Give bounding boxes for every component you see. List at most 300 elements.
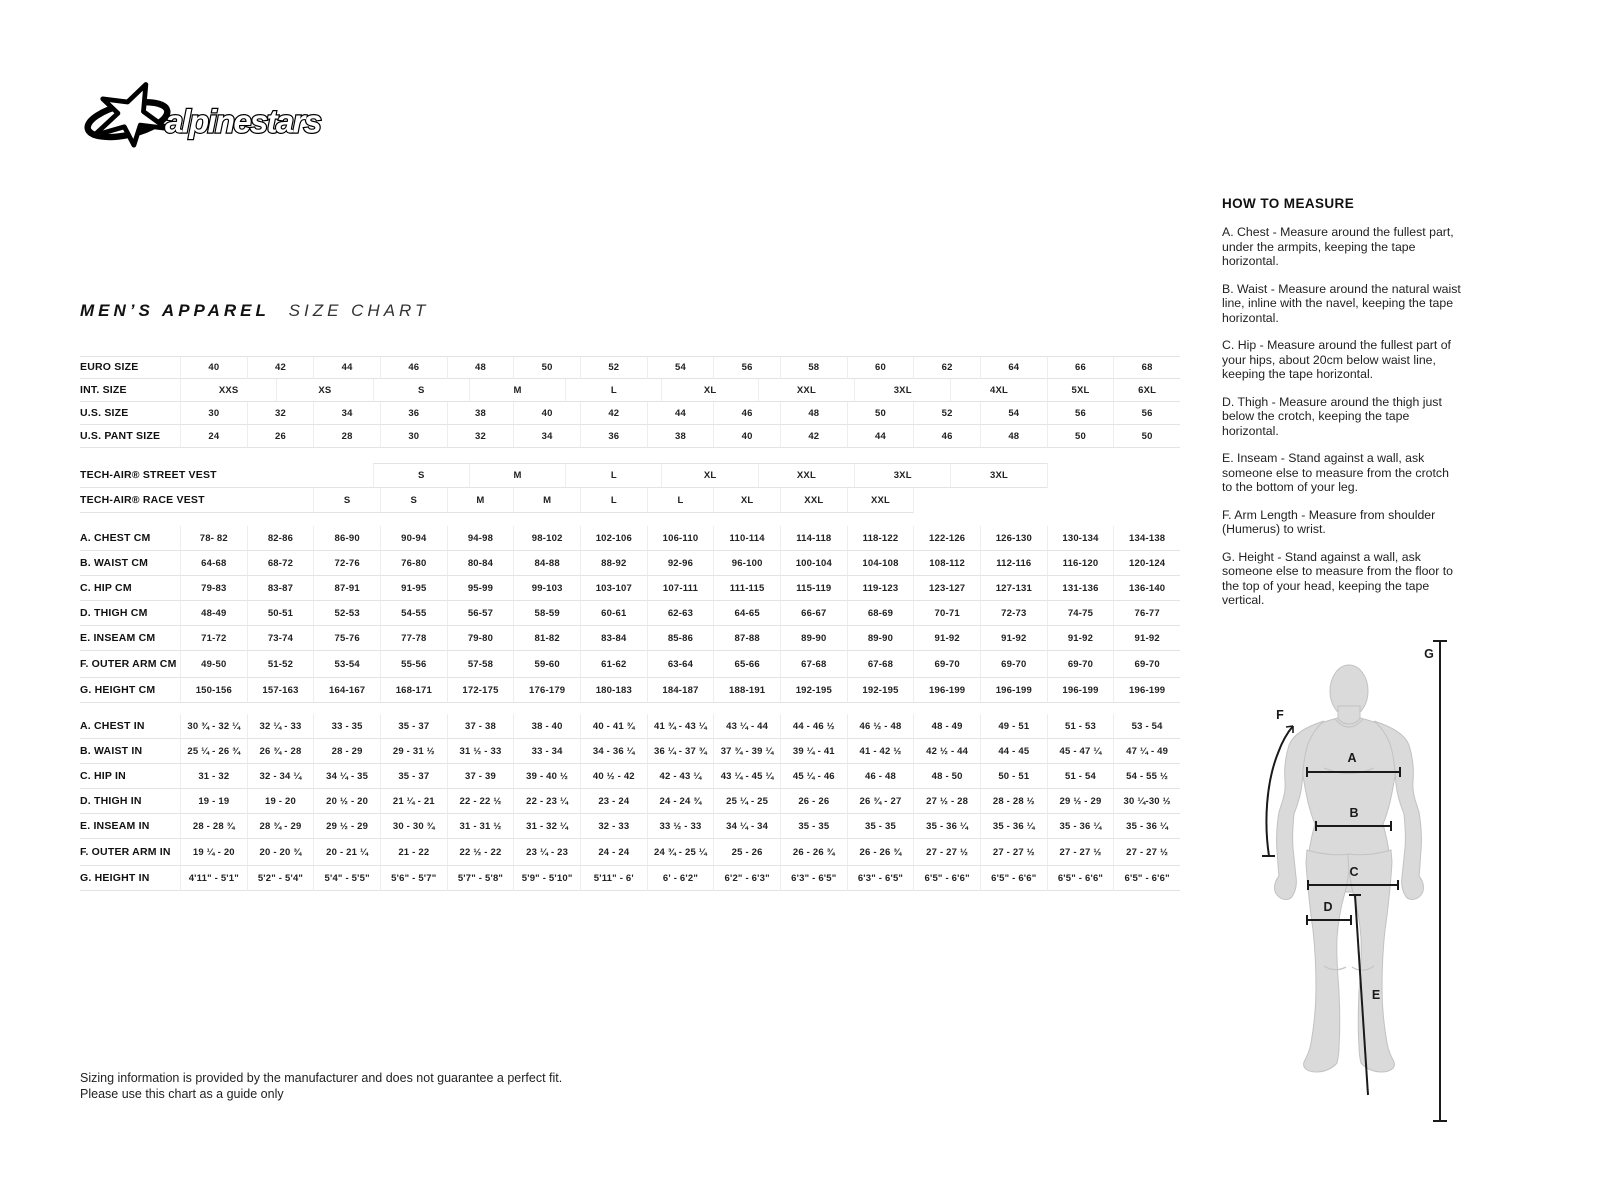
size-value-cell: 26	[247, 425, 314, 448]
size-value-cell: 83-87	[247, 576, 314, 601]
size-value-cell: 30 ¾ - 32 ¼	[180, 714, 247, 739]
size-value-cell: XL	[713, 488, 780, 513]
diagram-label-thigh: D	[1323, 900, 1333, 914]
size-value-cell: 40	[513, 402, 580, 425]
size-value-cell: 27 - 27 ½	[1113, 839, 1180, 866]
size-value-cell: 31 ½ - 33	[447, 739, 514, 764]
size-value-cell: 48	[980, 425, 1047, 448]
size-value-cell: 115-119	[780, 576, 847, 601]
size-value-cell: 25 ¼ - 25	[713, 789, 780, 814]
size-value-cell: 6'3" - 6'5"	[780, 866, 847, 891]
size-value-cell: 114-118	[780, 526, 847, 551]
size-table-row	[80, 402, 1180, 425]
size-value-cell: 3XL	[854, 379, 950, 402]
size-row-label: E. INSEAM IN	[80, 814, 180, 839]
size-value-cell: 40 - 41 ¾	[580, 714, 647, 739]
size-value-cell: 70-71	[913, 601, 980, 626]
size-value-cell: 50	[1047, 425, 1114, 448]
how-to-measure-heading: HOW TO MEASURE	[1222, 196, 1355, 211]
size-row-label: F. OUTER ARM CM	[80, 651, 180, 678]
size-table-row	[80, 651, 1180, 678]
size-value-cell: 34 - 36 ¼	[580, 739, 647, 764]
size-value-cell: 172-175	[447, 678, 514, 703]
size-value-cell: 6'5" - 6'6"	[980, 866, 1047, 891]
size-value-cell: XXS	[180, 379, 276, 402]
size-value-cell: 48 - 50	[913, 764, 980, 789]
size-value-cell: 47 ¼ - 49	[1113, 739, 1180, 764]
size-value-cell: 21 - 22	[380, 839, 447, 866]
size-value-cell: 48 - 49	[913, 714, 980, 739]
size-value-cell: 52	[580, 356, 647, 379]
size-value-cell: 36 ¼ - 37 ¾	[647, 739, 714, 764]
size-table-row	[80, 379, 1180, 402]
size-value-cell: 38	[447, 402, 514, 425]
size-value-cell: 164-167	[313, 678, 380, 703]
size-value-cell: 130-134	[1047, 526, 1114, 551]
size-value-cell: 29 ½ - 29	[1047, 789, 1114, 814]
size-table	[80, 356, 1180, 891]
size-value-cell: 51 - 53	[1047, 714, 1114, 739]
size-value-cell: 111-115	[713, 576, 780, 601]
size-value-cell: 19 - 20	[247, 789, 314, 814]
diagram-label-hip: C	[1349, 865, 1359, 879]
size-value-cell: 188-191	[713, 678, 780, 703]
size-row-label: B. WAIST IN	[80, 739, 180, 764]
size-value-cell: 50	[1113, 425, 1180, 448]
size-value-cell: 87-88	[713, 626, 780, 651]
size-table-row	[80, 678, 1180, 703]
size-value-cell: 69-70	[913, 651, 980, 678]
size-value-cell: 157-163	[247, 678, 314, 703]
size-value-cell: 73-74	[247, 626, 314, 651]
size-value-cell: 74-75	[1047, 601, 1114, 626]
size-value-cell: M	[469, 463, 565, 488]
size-value-cell: XXL	[758, 463, 854, 488]
size-value-cell: 32 - 33	[580, 814, 647, 839]
size-value-cell: 28 - 28 ½	[980, 789, 1047, 814]
size-value-cell: 96-100	[713, 551, 780, 576]
size-value-cell: 192-195	[780, 678, 847, 703]
size-value-cell: 126-130	[980, 526, 1047, 551]
size-value-cell: 119-123	[847, 576, 914, 601]
size-value-cell: 6'3" - 6'5"	[847, 866, 914, 891]
size-value-cell: 44	[647, 402, 714, 425]
size-value-cell: 38 - 40	[513, 714, 580, 739]
size-value-cell: 49 - 51	[980, 714, 1047, 739]
size-value-cell: 69-70	[980, 651, 1047, 678]
size-value-cell: 41 ¾ - 43 ¼	[647, 714, 714, 739]
size-value-cell: 28 - 29	[313, 739, 380, 764]
size-value-cell: 60-61	[580, 601, 647, 626]
size-value-cell: 30 ¼-30 ½	[1113, 789, 1180, 814]
size-value-cell: 56	[1113, 402, 1180, 425]
size-table-row	[80, 789, 1180, 814]
size-value-cell: 43 ¼ - 44	[713, 714, 780, 739]
size-value-cell: 134-138	[1113, 526, 1180, 551]
size-row-label: F. OUTER ARM IN	[80, 839, 180, 866]
size-value-cell: 3XL	[950, 463, 1046, 488]
size-row-label: G. HEIGHT IN	[80, 866, 180, 891]
size-value-cell: 42	[780, 425, 847, 448]
footer-disclaimer	[80, 1070, 562, 1103]
size-value-cell: S	[373, 463, 469, 488]
size-value-cell: 34 ¼ - 34	[713, 814, 780, 839]
size-value-cell: 68-69	[847, 601, 914, 626]
logo-wordmark: alpinestars	[165, 102, 321, 140]
how-to-measure-item: C. Hip - Measure around the fullest part of your hips, about 20cm below waist line, keeping the tape horizontal.	[1222, 338, 1451, 381]
size-value-cell: 59-60	[513, 651, 580, 678]
size-value-cell: 32	[447, 425, 514, 448]
size-value-cell: 68	[1113, 356, 1180, 379]
size-value-cell: 176-179	[513, 678, 580, 703]
size-value-cell: 136-140	[1113, 576, 1180, 601]
size-value-cell: 196-199	[1047, 678, 1114, 703]
size-value-cell: 55-56	[380, 651, 447, 678]
size-value-cell: 66	[1047, 356, 1114, 379]
size-value-cell: 24	[180, 425, 247, 448]
size-value-cell: 19 ¼ - 20	[180, 839, 247, 866]
size-value-cell: 83-84	[580, 626, 647, 651]
size-value-cell: 48	[447, 356, 514, 379]
size-table-row	[80, 526, 1180, 551]
size-value-cell: 76-77	[1113, 601, 1180, 626]
alpinestars-logo	[82, 78, 347, 163]
size-row-label: U.S. SIZE	[80, 402, 180, 425]
size-value-cell: 64-65	[713, 601, 780, 626]
size-value-cell: L	[565, 463, 661, 488]
size-value-cell: 67-68	[847, 651, 914, 678]
size-value-cell: 22 - 23 ¼	[513, 789, 580, 814]
size-row-label: TECH-AIR® RACE VEST	[80, 488, 180, 513]
size-table-row	[80, 551, 1180, 576]
size-value-cell: 92-96	[647, 551, 714, 576]
size-value-cell: 62	[913, 356, 980, 379]
size-row-label: C. HIP IN	[80, 764, 180, 789]
size-row-label: A. CHEST CM	[80, 526, 180, 551]
diagram-label-height: G	[1424, 647, 1434, 661]
size-value-cell: 26 - 26 ¾	[780, 839, 847, 866]
page-title-primary: MEN’S APPAREL	[80, 301, 270, 320]
size-value-cell: 196-199	[980, 678, 1047, 703]
size-value-cell: 44	[313, 356, 380, 379]
size-value-cell: 82-86	[247, 526, 314, 551]
size-value-cell: 33 - 35	[313, 714, 380, 739]
size-row-label: U.S. PANT SIZE	[80, 425, 180, 448]
size-value-cell: 107-111	[647, 576, 714, 601]
size-value-cell: 76-80	[380, 551, 447, 576]
size-value-cell: 31 - 32 ¼	[513, 814, 580, 839]
size-value-cell: 5'7" - 5'8"	[447, 866, 514, 891]
size-value-cell: 23 - 24	[580, 789, 647, 814]
size-value-cell: 100-104	[780, 551, 847, 576]
size-table-row	[80, 488, 1180, 513]
size-value-cell: 75-76	[313, 626, 380, 651]
size-value-cell: 91-92	[913, 626, 980, 651]
size-value-cell: 32 - 34 ¼	[247, 764, 314, 789]
size-value-cell: 4XL	[950, 379, 1046, 402]
footer-line-1: Sizing information is provided by the manufacturer and does not guarantee a perfect fit.	[80, 1071, 563, 1085]
size-value-cell: 122-126	[913, 526, 980, 551]
size-value-cell: 35 - 36 ¼	[1113, 814, 1180, 839]
size-value-cell: 72-76	[313, 551, 380, 576]
size-value-cell: 52-53	[313, 601, 380, 626]
size-value-cell: 33 - 34	[513, 739, 580, 764]
size-value-cell: 131-136	[1047, 576, 1114, 601]
size-value-cell: 180-183	[580, 678, 647, 703]
size-value-cell: 71-72	[180, 626, 247, 651]
size-value-cell: 67-68	[780, 651, 847, 678]
size-value-cell: 184-187	[647, 678, 714, 703]
size-table-row	[80, 601, 1180, 626]
size-value-cell: 95-99	[447, 576, 514, 601]
size-value-cell: 28 ¾ - 29	[247, 814, 314, 839]
size-row-label: E. INSEAM CM	[80, 626, 180, 651]
size-value-cell: 35 - 35	[847, 814, 914, 839]
size-value-cell: 23 ¼ - 23	[513, 839, 580, 866]
size-value-cell: 112-116	[980, 551, 1047, 576]
size-value-cell: 28	[313, 425, 380, 448]
how-to-measure-list	[1222, 225, 1462, 608]
size-value-cell: 81-82	[513, 626, 580, 651]
size-row-label: G. HEIGHT CM	[80, 678, 180, 703]
size-value-cell: 28 - 28 ¾	[180, 814, 247, 839]
size-value-cell: 5XL	[1047, 379, 1114, 402]
size-value-cell: 5'11" - 6'	[580, 866, 647, 891]
size-value-cell: 35 - 35	[780, 814, 847, 839]
size-value-cell: 43 ¼ - 45 ¼	[713, 764, 780, 789]
size-value-cell: XL	[661, 379, 757, 402]
size-value-cell: 91-92	[1047, 626, 1114, 651]
size-value-cell: 150-156	[180, 678, 247, 703]
size-value-cell: 24 - 24	[580, 839, 647, 866]
size-value-cell: 104-108	[847, 551, 914, 576]
size-value-cell: 66-67	[780, 601, 847, 626]
size-value-cell: 84-88	[513, 551, 580, 576]
size-value-cell: 44	[847, 425, 914, 448]
size-value-cell: XXL	[758, 379, 854, 402]
size-value-cell: XXL	[847, 488, 914, 513]
size-value-cell: XXL	[780, 488, 847, 513]
size-value-cell: 120-124	[1113, 551, 1180, 576]
size-row-label: B. WAIST CM	[80, 551, 180, 576]
empty-cell	[1047, 463, 1180, 488]
size-value-cell: 6'2" - 6'3"	[713, 866, 780, 891]
size-value-cell: 40 ½ - 42	[580, 764, 647, 789]
size-table-row	[80, 739, 1180, 764]
how-to-measure-item: E. Inseam - Stand against a wall, ask someone else to measure from the crotch to the bottom of your leg.	[1222, 451, 1449, 494]
size-value-cell: 20 - 20 ¾	[247, 839, 314, 866]
how-to-measure-item: F. Arm Length - Measure from shoulder (Humerus) to wrist.	[1222, 507, 1436, 536]
size-value-cell: 42 ½ - 44	[913, 739, 980, 764]
size-value-cell: 35 - 37	[380, 764, 447, 789]
size-value-cell: 6XL	[1113, 379, 1180, 402]
size-value-cell: 58	[780, 356, 847, 379]
how-to-measure-item: A. Chest - Measure around the fullest part, under the armpits, keeping the tape horizontal.	[1222, 225, 1454, 268]
size-row-label: EURO SIZE	[80, 356, 180, 379]
size-value-cell: L	[565, 379, 661, 402]
size-value-cell: 108-112	[913, 551, 980, 576]
size-value-cell: 39 - 40 ½	[513, 764, 580, 789]
size-value-cell: 116-120	[1047, 551, 1114, 576]
size-value-cell: 91-92	[1113, 626, 1180, 651]
size-value-cell: 103-107	[580, 576, 647, 601]
size-value-cell: 62-63	[647, 601, 714, 626]
size-value-cell: 34 ¼ - 35	[313, 764, 380, 789]
size-row-label: TECH-AIR® STREET VEST	[80, 463, 180, 488]
size-value-cell: 6'5" - 6'6"	[913, 866, 980, 891]
size-value-cell: 26 - 26 ¾	[847, 839, 914, 866]
size-value-cell: 85-86	[647, 626, 714, 651]
size-value-cell: 72-73	[980, 601, 1047, 626]
size-value-cell: 31 - 32	[180, 764, 247, 789]
size-value-cell: 56	[1047, 402, 1114, 425]
size-value-cell: 25 - 26	[713, 839, 780, 866]
size-value-cell: 58-59	[513, 601, 580, 626]
diagram-label-waist: B	[1349, 806, 1359, 820]
size-value-cell: 50	[847, 402, 914, 425]
size-value-cell: 196-199	[913, 678, 980, 703]
size-value-cell: 50	[513, 356, 580, 379]
size-value-cell: 64-68	[180, 551, 247, 576]
size-value-cell: 24 ¾ - 25 ¼	[647, 839, 714, 866]
size-value-cell: 19 - 19	[180, 789, 247, 814]
size-value-cell: 35 - 37	[380, 714, 447, 739]
size-value-cell: 46 ½ - 48	[847, 714, 914, 739]
size-value-cell: S	[373, 379, 469, 402]
size-table-row	[80, 626, 1180, 651]
size-value-cell: 3XL	[854, 463, 950, 488]
size-value-cell: 41 - 42 ½	[847, 739, 914, 764]
size-value-cell: 49-50	[180, 651, 247, 678]
size-value-cell: L	[647, 488, 714, 513]
size-value-cell: 37 ¾ - 39 ¼	[713, 739, 780, 764]
size-value-cell: 53-54	[313, 651, 380, 678]
size-value-cell: 5'9" - 5'10"	[513, 866, 580, 891]
size-value-cell: 34	[313, 402, 380, 425]
size-value-cell: 54 - 55 ½	[1113, 764, 1180, 789]
size-value-cell: 30	[380, 425, 447, 448]
size-value-cell: 69-70	[1047, 651, 1114, 678]
diagram-label-arm: F	[1276, 708, 1284, 722]
size-value-cell: L	[580, 488, 647, 513]
size-value-cell: 89-90	[780, 626, 847, 651]
size-value-cell: 6' - 6'2"	[647, 866, 714, 891]
size-value-cell: 110-114	[713, 526, 780, 551]
size-value-cell: M	[469, 379, 565, 402]
size-value-cell: 78- 82	[180, 526, 247, 551]
size-value-cell: 32 ¼ - 33	[247, 714, 314, 739]
body-silhouette	[1228, 618, 1562, 1124]
size-value-cell: 192-195	[847, 678, 914, 703]
size-value-cell: 35 - 36 ¼	[1047, 814, 1114, 839]
size-value-cell: 6'5" - 6'6"	[1047, 866, 1114, 891]
size-value-cell: 22 - 22 ½	[447, 789, 514, 814]
size-value-cell: S	[313, 488, 380, 513]
how-to-measure-item: B. Waist - Measure around the natural waist line, inline with the navel, keeping the tape horizontal.	[1222, 281, 1461, 325]
size-value-cell: 29 - 31 ½	[380, 739, 447, 764]
size-value-cell: 89-90	[847, 626, 914, 651]
size-row-label: D. THIGH CM	[80, 601, 180, 626]
size-value-cell: 40	[713, 425, 780, 448]
size-value-cell: 29 ½ - 29	[313, 814, 380, 839]
size-value-cell: 77-78	[380, 626, 447, 651]
size-value-cell: 35 - 36 ¼	[913, 814, 980, 839]
size-value-cell: 52	[913, 402, 980, 425]
size-value-cell: 168-171	[380, 678, 447, 703]
size-table-row	[80, 839, 1180, 866]
size-value-cell: 34	[513, 425, 580, 448]
size-value-cell: 33 ½ - 33	[647, 814, 714, 839]
size-value-cell: 56	[713, 356, 780, 379]
size-value-cell: 118-122	[847, 526, 914, 551]
size-value-cell: 20 - 21 ¼	[313, 839, 380, 866]
size-value-cell: 63-64	[647, 651, 714, 678]
size-value-cell: 25 ¼ - 26 ¾	[180, 739, 247, 764]
size-value-cell: 48-49	[180, 601, 247, 626]
size-value-cell: 61-62	[580, 651, 647, 678]
size-value-cell: 5'2" - 5'4"	[247, 866, 314, 891]
size-value-cell: M	[513, 488, 580, 513]
size-value-cell: 123-127	[913, 576, 980, 601]
size-value-cell: XL	[661, 463, 757, 488]
size-value-cell: 27 ½ - 28	[913, 789, 980, 814]
size-value-cell: 50 - 51	[980, 764, 1047, 789]
size-value-cell: 90-94	[380, 526, 447, 551]
size-value-cell: 98-102	[513, 526, 580, 551]
size-value-cell: 20 ½ - 20	[313, 789, 380, 814]
size-table-row	[80, 576, 1180, 601]
size-table-row	[80, 356, 1180, 379]
size-table-row	[80, 463, 1180, 488]
size-value-cell: 26 ¾ - 28	[247, 739, 314, 764]
size-value-cell: 65-66	[713, 651, 780, 678]
size-value-cell: 64	[980, 356, 1047, 379]
diagram-label-chest: A	[1347, 751, 1357, 765]
size-value-cell: 27 - 27 ½	[913, 839, 980, 866]
size-value-cell: 51-52	[247, 651, 314, 678]
size-value-cell: 44 - 46 ½	[780, 714, 847, 739]
size-table-row	[80, 866, 1180, 891]
page-title-secondary: SIZE CHART	[288, 301, 430, 320]
size-value-cell: M	[447, 488, 514, 513]
size-value-cell: 54	[647, 356, 714, 379]
how-to-measure-item: D. Thigh - Measure around the thigh just below the crotch, keeping the tape horizontal.	[1222, 394, 1442, 438]
size-value-cell: 21 ¼ - 21	[380, 789, 447, 814]
size-value-cell: 26 - 26	[780, 789, 847, 814]
size-table-row	[80, 714, 1180, 739]
size-value-cell: 42 - 43 ¼	[647, 764, 714, 789]
size-value-cell: 54	[980, 402, 1047, 425]
size-row-label: C. HIP CM	[80, 576, 180, 601]
size-row-label: A. CHEST IN	[80, 714, 180, 739]
size-value-cell: 127-131	[980, 576, 1047, 601]
size-table-row	[80, 425, 1180, 448]
size-value-cell: 53 - 54	[1113, 714, 1180, 739]
size-value-cell: 6'5" - 6'6"	[1113, 866, 1180, 891]
size-value-cell: 91-92	[980, 626, 1047, 651]
size-value-cell: 46	[380, 356, 447, 379]
size-row-label: D. THIGH IN	[80, 789, 180, 814]
size-value-cell: 38	[647, 425, 714, 448]
size-value-cell: 68-72	[247, 551, 314, 576]
size-value-cell: 99-103	[513, 576, 580, 601]
size-value-cell: 42	[580, 402, 647, 425]
size-table-row	[80, 814, 1180, 839]
how-to-measure-item: G. Height - Stand against a wall, ask someone else to measure from the floor to the top of your head, keeping the tape vertical.	[1222, 549, 1454, 607]
size-value-cell: 86-90	[313, 526, 380, 551]
size-value-cell: 46	[913, 425, 980, 448]
diagram-label-inseam: E	[1371, 988, 1381, 1002]
